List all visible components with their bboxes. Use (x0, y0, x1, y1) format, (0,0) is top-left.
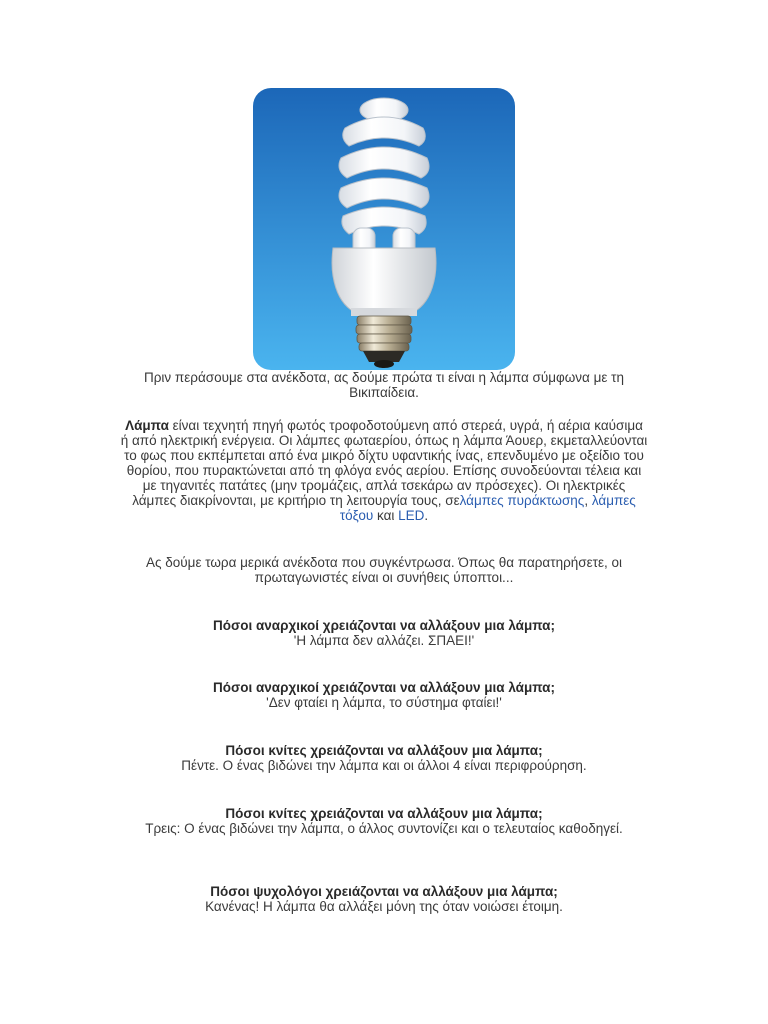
lead-paragraph (120, 555, 648, 585)
joke-answer: 'Δεν φταίει η λάμπα, το σύστημα φταίει!' (266, 695, 502, 710)
link-arc-lamps[interactable]: λάμπες τόξου (339, 493, 636, 523)
definition-term: Λάμπα (125, 418, 169, 433)
definition-paragraph (120, 418, 648, 523)
intro-text: Πριν περάσουμε στα ανέκδοτα, ας δούμε πρώτα τι είναι η λάμπα σύμφωνα με τη Βικιπαίδεια. (144, 370, 624, 400)
definition-text: είναι τεχνητή πηγή φωτός τροφοδοτούμενη από στερεά, υγρά, ή αέρια καύσιμα ή από ηλεκτρική ενέργεια. Οι λάμπες φωταερίου, όπως η λάμπα Άουερ, εκμεταλλεύονται το φως που εκπέμπεται από ένα μικρό δίχτυ υφαντικής ίνας, επενδυμένο με οξείδιο του θορίου, που πυρακτώνεται από τη φλόγα ενός αερίου. Επίσης συνοδεύονται τέλεια και με τηγανιτές πατάτες (μην τρομάζεις, απλά τσεκάρω αν πρόσεχες). Οι ηλεκτρικές λάμπες διακρίνονται, με κριτήριο τη λειτουργία τους, σε (120, 418, 648, 508)
lead-text: Ας δούμε τωρα μερικά ανέκδοτα που συγκέντρωσα. Όπως θα παρατηρήσετε, οι πρωταγωνιστές είναι οι συνήθεις ύποπτοι... (146, 555, 622, 585)
joke-question: Πόσοι αναρχικοί χρειάζονται να αλλάξουν μια λάμπα; (213, 680, 555, 695)
joke-question: Πόσοι ψυχολόγοι χρειάζονται να αλλάξουν μια λάμπα; (210, 884, 558, 899)
joke-item (120, 884, 648, 914)
joke-item (120, 618, 648, 648)
joke-item (120, 743, 648, 773)
joke-item (120, 806, 648, 836)
joke-item (120, 680, 648, 710)
joke-answer: Τρεις: Ο ένας βιδώνει την λάμπα, ο άλλος συντονίζει και ο τελευταίος καθοδηγεί. (145, 821, 623, 836)
joke-question: Πόσοι κνίτες χρειάζονται να αλλάξουν μια λάμπα; (225, 743, 543, 758)
joke-answer: 'Η λάμπα δεν αλλάζει. ΣΠΑΕΙ!' (293, 633, 475, 648)
cfl-bulb-image (253, 88, 515, 370)
joke-question: Πόσοι αναρχικοί χρειάζονται να αλλάξουν μια λάμπα; (213, 618, 555, 633)
definition-separator: , (584, 493, 592, 508)
link-incandescent-lamps[interactable]: λάμπες πυράκτωσης (459, 493, 585, 508)
joke-answer: Πέντε. Ο ένας βιδώνει την λάμπα και οι άλλοι 4 είναι περιφρούρηση. (181, 758, 587, 773)
joke-question: Πόσοι κνίτες χρειάζονται να αλλάξουν μια λάμπα; (225, 806, 543, 821)
cfl-bulb-icon (253, 88, 515, 370)
link-led[interactable]: LED (398, 508, 425, 523)
definition-and: και (373, 508, 399, 523)
joke-answer: Κανένας! Η λάμπα θα αλλάξει μόνη της όταν νοιώσει έτοιμη. (205, 899, 563, 914)
intro-paragraph (120, 370, 648, 400)
definition-end: . (424, 508, 429, 523)
